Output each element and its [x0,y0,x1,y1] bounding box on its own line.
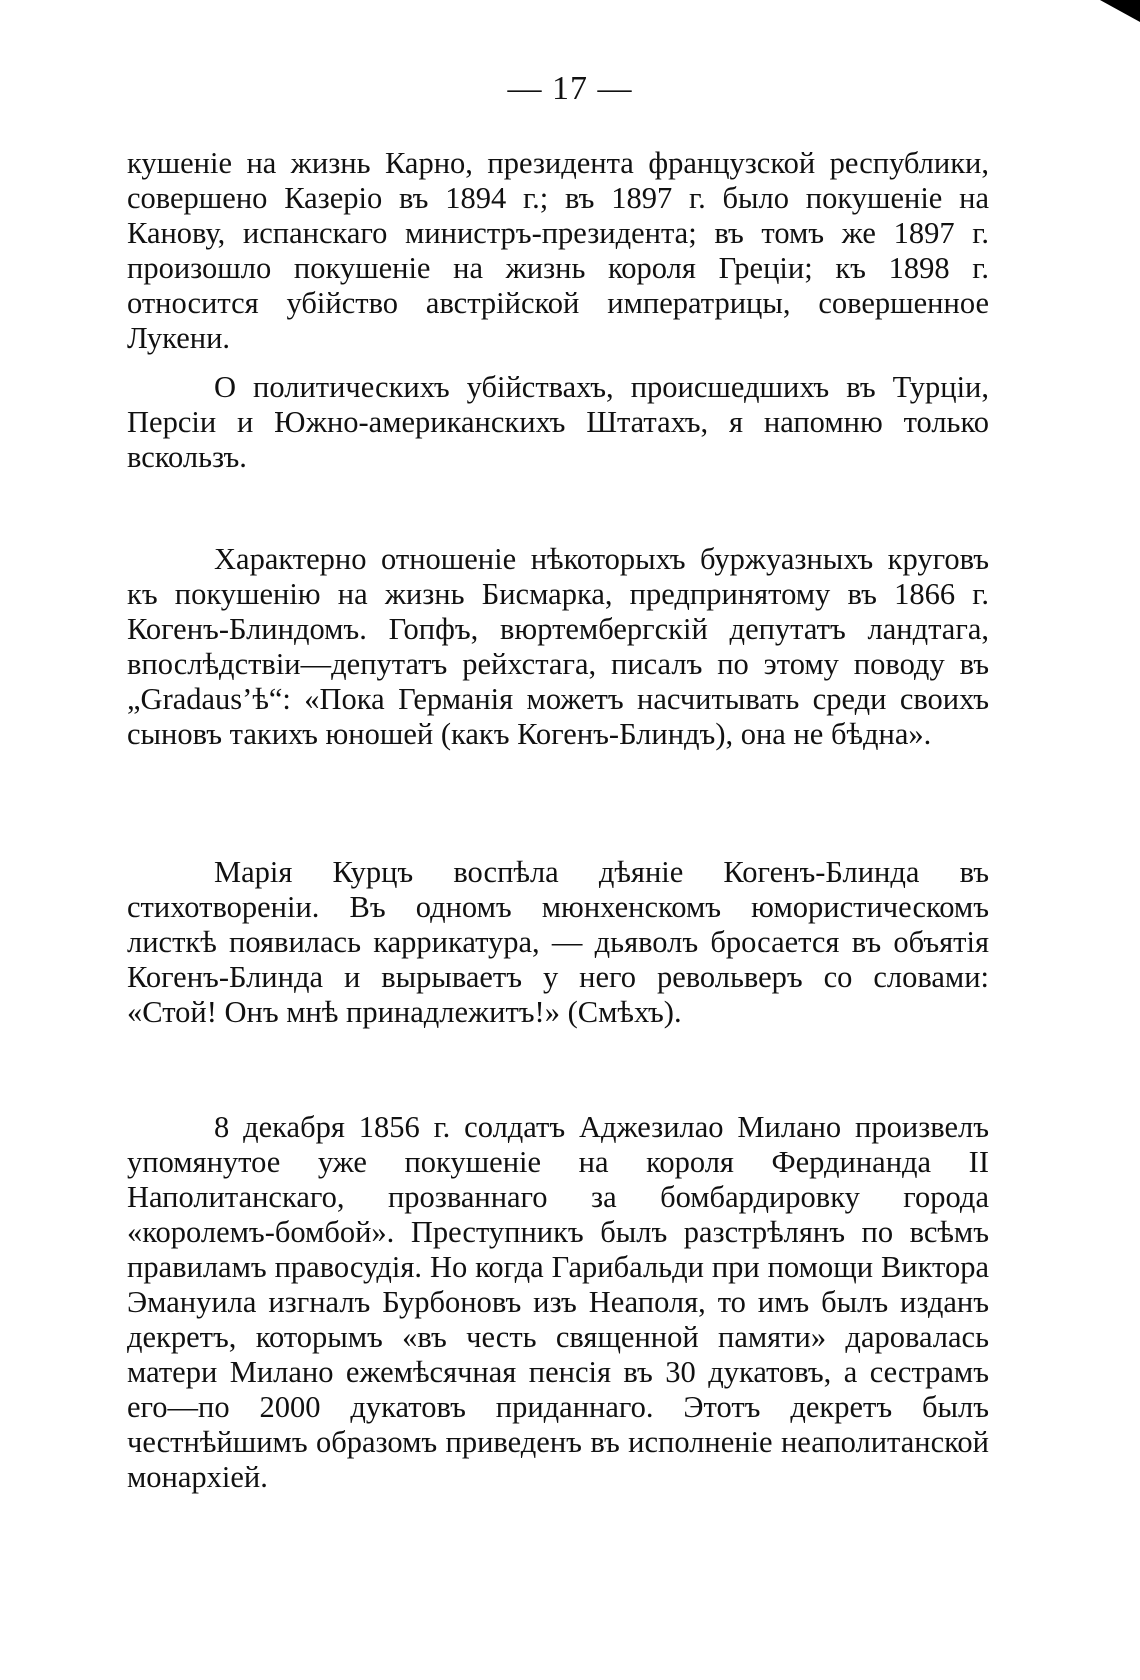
paragraph-3 [127,542,989,752]
paragraph-4 [127,855,989,1030]
page-number: — 17 — [507,70,633,107]
paragraph-1 [127,146,989,356]
paragraph-text: Марія Курцъ воспѣла дѣяніе Когенъ-Блинда въ стихотвореніи. Въ одномъ мюнхенскомъ юмористическомъ листкѣ появилась каррикатура, — дьяволъ бросается въ объятія Когенъ-Блинда и вырываетъ у него револьверъ со словами: «Стой! Онъ мнѣ принадлежитъ!» (Смѣхъ). [127,855,989,1029]
paragraph-text: кушеніе на жизнь Карно, президента французской республики, совершено Казеріо въ 1894 г.; въ 1897 г. было покушеніе на Канову, испанскаго министръ-президента; въ томъ же 1897 г. произошло покушеніе на жизнь короля Греціи; къ 1898 г. относится убійство австрійской императрицы, совершенное Лукени. [127,146,989,355]
paragraph-5 [127,1110,989,1495]
paragraph-text: Характерно отношеніе нѣкоторыхъ буржуазныхъ круговъ къ покушенію на жизнь Бисмарка, предпринятому въ 1866 г. Когенъ-Блиндомъ. Гопфъ, вюртембергскій депутатъ ландтага, впослѣдствіи—депутатъ рейхстага, писалъ по этому поводу въ „Gradaus’ѣ“: «Пока Германія можетъ насчитывать среди своихъ сыновъ такихъ юношей (какъ Когенъ-Блиндъ), она не бѣдна». [127,542,989,751]
scan-corner-mark [1100,0,1140,22]
paragraph-text: 8 декабря 1856 г. солдатъ Аджезилао Милано произвелъ упомянутое уже покушеніе на короля Фердинанда II Наполитанскаго, прозваннаго за бомбардировку города «королемъ-бомбой». Преступникъ былъ разстрѣлянъ по всѣмъ правиламъ правосудія. Но когда Гарибальди при помощи Виктора Эмануила изгналъ Бурбоновъ изъ Неаполя, то имъ былъ изданъ декретъ, которымъ «въ честь священной памяти» даровалась матери Милано ежемѣсячная пенсія въ 30 дукатовъ, а сестрамъ его—по 2000 дукатовъ приданнаго. Этотъ декретъ былъ честнѣйшимъ образомъ приведенъ въ исполненіе неаполитанской монархіей. [127,1110,989,1494]
paragraph-text: О политическихъ убійствахъ, происшедшихъ въ Турціи, Персіи и Южно-американскихъ Штатахъ, я напомню только вскользъ. [127,370,989,474]
paragraph-2 [127,370,989,475]
